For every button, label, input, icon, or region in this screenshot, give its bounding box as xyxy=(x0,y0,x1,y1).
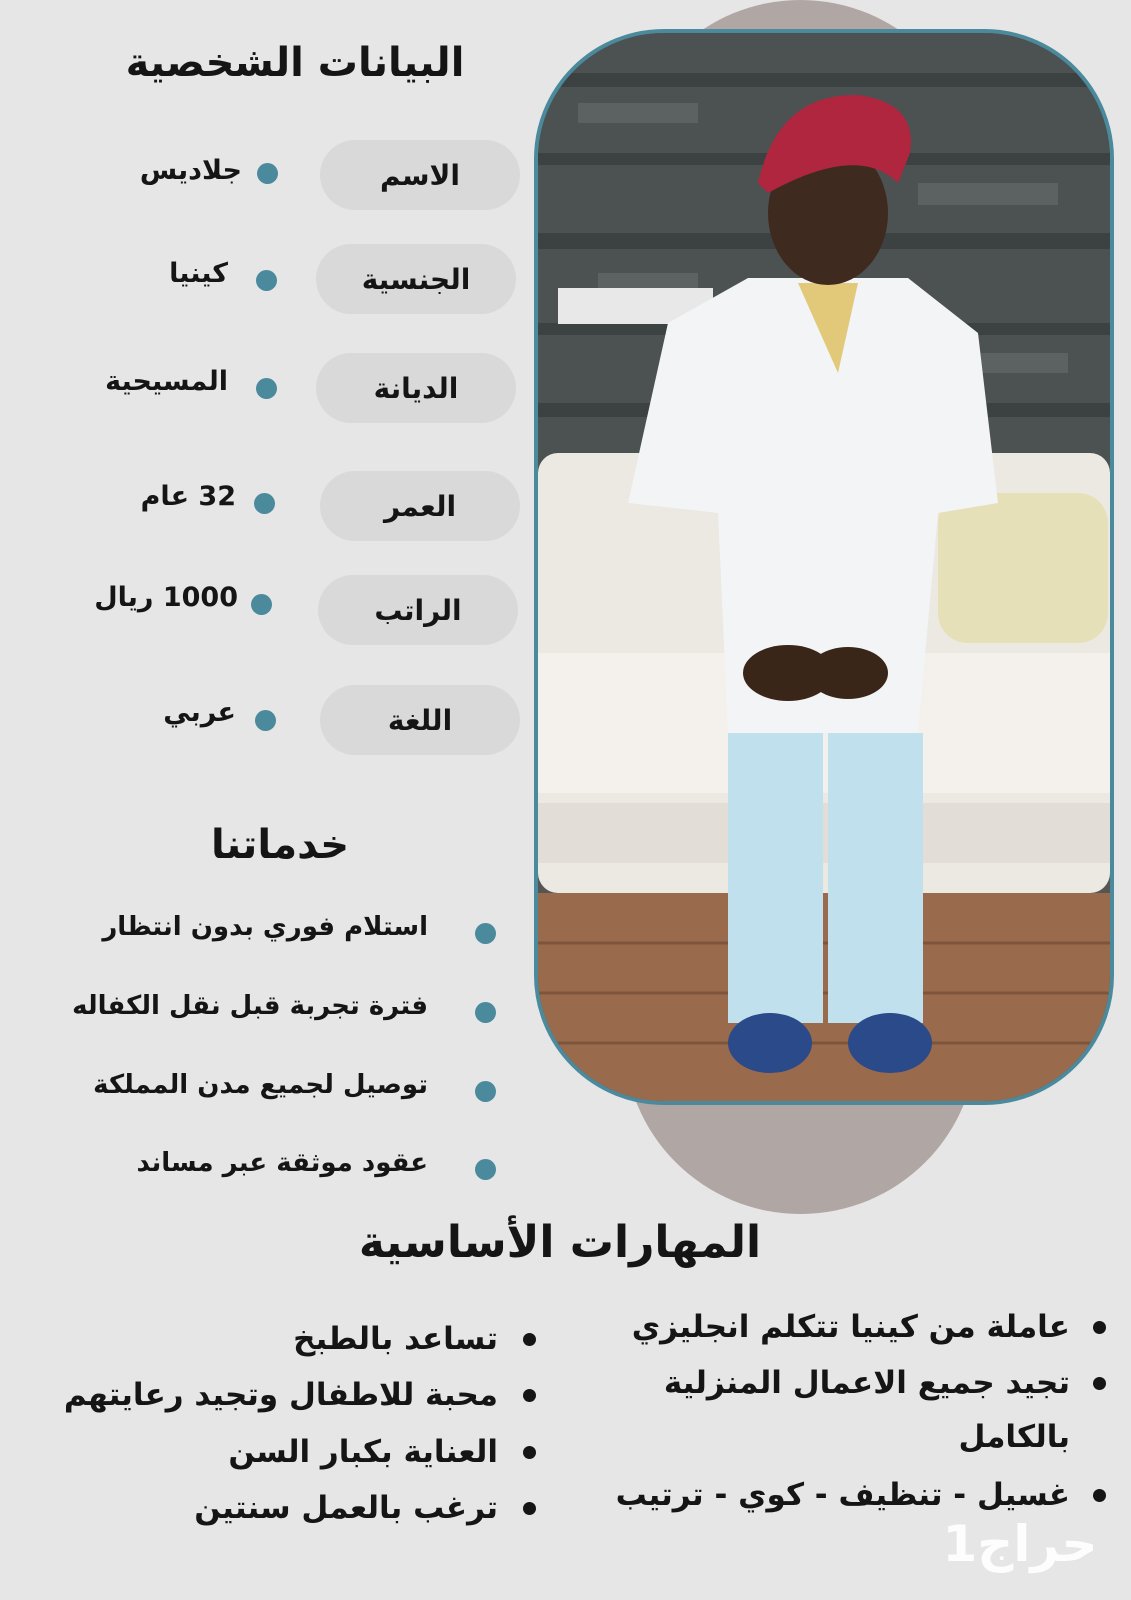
label-salary: الراتب xyxy=(318,575,518,645)
service-item: عقود موثقة عبر مساند xyxy=(136,1148,428,1178)
label-age: العمر xyxy=(320,471,520,541)
value-nationality: كينيا xyxy=(169,258,228,289)
bullet-dot xyxy=(523,1389,536,1402)
watermark-logo: حراج1 xyxy=(942,1515,1098,1573)
bullet-dot xyxy=(254,493,275,514)
bullet-dot xyxy=(523,1446,536,1459)
bullet-dot xyxy=(475,923,496,944)
bullet-dot xyxy=(256,378,277,399)
worker-photo-illustration xyxy=(538,33,1110,1101)
service-item: توصيل لجميع مدن المملكة xyxy=(93,1070,428,1100)
bullet-dot xyxy=(251,594,272,615)
skill-item: غسيل - تنظيف - كوي - ترتيب xyxy=(615,1477,1070,1513)
bullet-dot xyxy=(257,163,278,184)
bullet-dot xyxy=(475,1159,496,1180)
value-religion: المسيحية xyxy=(105,366,228,397)
bullet-dot xyxy=(1093,1377,1106,1390)
label-name: الاسم xyxy=(320,140,520,210)
bullet-dot xyxy=(1093,1321,1106,1334)
bullet-dot xyxy=(475,1081,496,1102)
value-age: 32 عام xyxy=(140,481,236,512)
skill-item: ترغب بالعمل سنتين xyxy=(194,1490,498,1526)
skill-item: تساعد بالطبخ xyxy=(293,1321,498,1357)
skill-item: محبة للاطفال وتجيد رعايتهم xyxy=(63,1377,498,1413)
skill-item: تجيد جميع الاعمال المنزلية بالكامل xyxy=(663,1365,1070,1455)
bullet-dot xyxy=(523,1333,536,1346)
bullet-dot xyxy=(1093,1489,1106,1502)
bullet-dot xyxy=(475,1002,496,1023)
skill-item: العناية بكبار السن xyxy=(228,1434,498,1470)
value-name: جلاديس xyxy=(139,155,242,186)
bullet-dot xyxy=(523,1502,536,1515)
skill-item: عاملة من كينيا تتكلم انجليزي xyxy=(631,1309,1070,1345)
service-item: استلام فوري بدون انتظار xyxy=(102,912,428,942)
label-language: اللغة xyxy=(320,685,520,755)
bullet-dot xyxy=(256,270,277,291)
service-item: فترة تجربة قبل نقل الكفاله xyxy=(72,991,428,1021)
value-language: عربي xyxy=(163,697,236,728)
value-salary: 1000 ريال xyxy=(94,582,238,613)
skills-title: المهارات الأساسية xyxy=(358,1217,762,1268)
label-nationality: الجنسية xyxy=(316,244,516,314)
label-religion: الديانة xyxy=(316,353,516,423)
services-title: خدماتنا xyxy=(210,822,350,868)
worker-photo xyxy=(534,29,1114,1105)
personal-info-title: البيانات الشخصية xyxy=(125,40,465,86)
bullet-dot xyxy=(255,710,276,731)
